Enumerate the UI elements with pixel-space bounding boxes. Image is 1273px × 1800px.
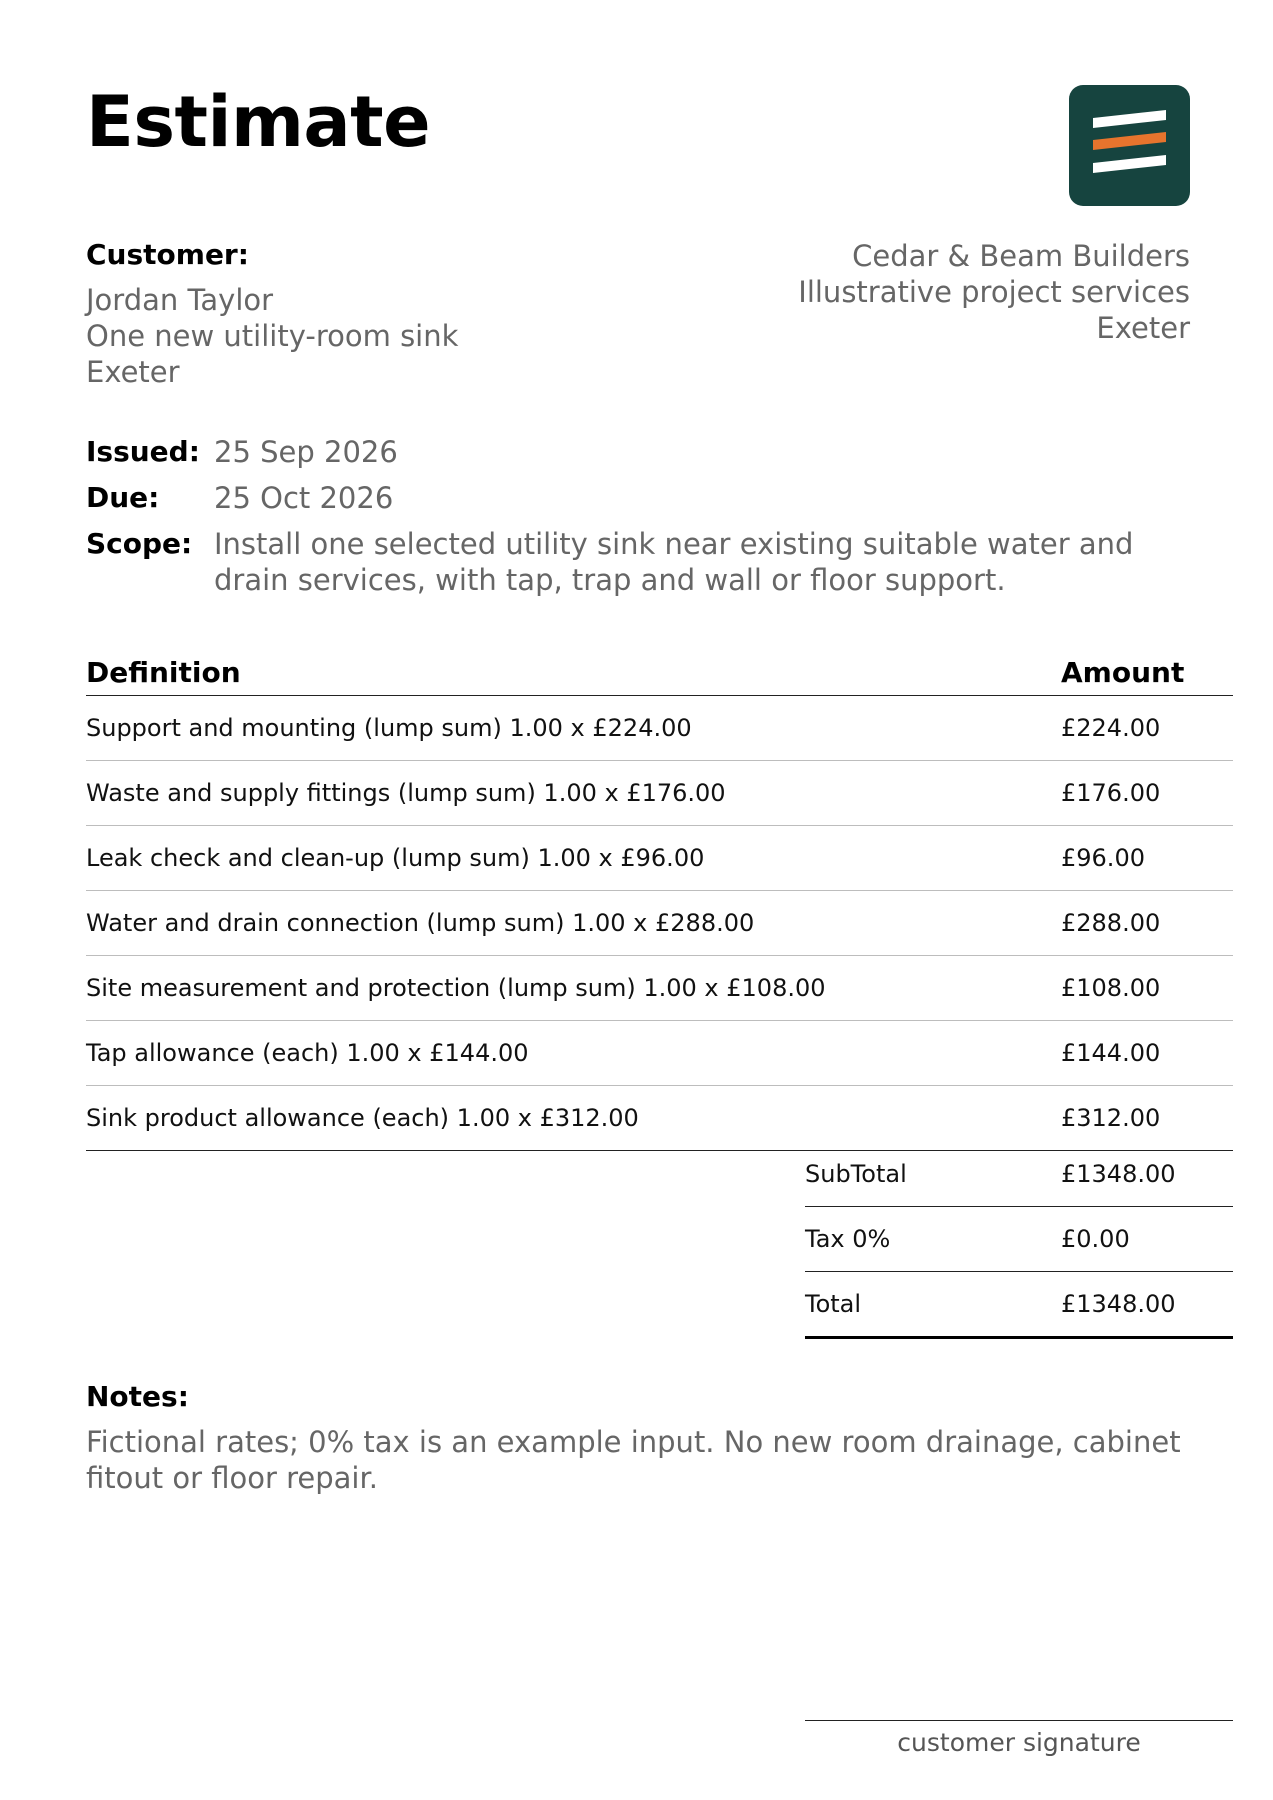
row-description: Site measurement and protection (lump sum) 1.00 x £108.00	[86, 974, 826, 1002]
customer-city: Exeter	[86, 355, 180, 389]
column-header-definition: Definition	[86, 656, 241, 689]
row-description: Leak check and clean-up (lump sum) 1.00 x £96.00	[86, 844, 705, 872]
row-amount: £224.00	[1061, 714, 1161, 742]
notes-text: Fictional rates; 0% tax is an example input. No new room drainage, cabinet fitout or floor repair.	[86, 1425, 1181, 1495]
company-tagline: Illustrative project services	[798, 275, 1190, 309]
totals-table	[805, 1142, 1233, 1339]
company-logo-icon	[1069, 85, 1190, 206]
due-date: 25 Oct 2026	[214, 481, 394, 515]
total-row	[805, 1272, 1233, 1339]
due-label: Due:	[86, 481, 160, 514]
customer-label: Customer:	[86, 238, 249, 271]
table-row	[86, 891, 1233, 956]
scope-row	[86, 526, 1196, 598]
estimate-meta	[86, 434, 1196, 608]
stacked-layers-icon	[1069, 85, 1190, 206]
table-row	[86, 826, 1233, 891]
row-amount: £96.00	[1061, 844, 1145, 872]
row-amount: £288.00	[1061, 909, 1161, 937]
total-label: Total	[805, 1290, 862, 1318]
tax-label: Tax 0%	[805, 1225, 891, 1253]
row-description: Sink product allowance (each) 1.00 x £312.00	[86, 1104, 639, 1132]
total-value: £1348.00	[1061, 1290, 1176, 1318]
row-description: Support and mounting (lump sum) 1.00 x £224.00	[86, 714, 692, 742]
tax-value: £0.00	[1061, 1225, 1130, 1253]
row-description: Tap allowance (each) 1.00 x £144.00	[86, 1039, 529, 1067]
scope-label: Scope:	[86, 527, 193, 560]
table-row	[86, 761, 1233, 826]
table-row	[86, 956, 1233, 1021]
page-title: Estimate	[86, 81, 431, 163]
issued-date: 25 Sep 2026	[214, 435, 398, 469]
subtotal-row	[805, 1142, 1233, 1207]
scope-text: Install one selected utility sink near existing suitable water and drain services, with tap, trap and wall or floor support.	[214, 527, 1134, 597]
row-amount: £144.00	[1061, 1039, 1161, 1067]
row-description: Waste and supply fittings (lump sum) 1.00 x £176.00	[86, 779, 726, 807]
subtotal-label: SubTotal	[805, 1160, 907, 1188]
table-row	[86, 1021, 1233, 1086]
tax-row	[805, 1207, 1233, 1272]
issued-label: Issued:	[86, 435, 200, 468]
signature-line	[805, 1720, 1233, 1721]
notes-label: Notes:	[86, 1380, 189, 1413]
subtotal-value: £1348.00	[1061, 1160, 1176, 1188]
column-header-amount: Amount	[1061, 656, 1185, 689]
company-name: Cedar & Beam Builders	[852, 239, 1190, 273]
issued-row	[86, 434, 1196, 470]
customer-name: Jordan Taylor	[86, 283, 274, 317]
company-city: Exeter	[1096, 311, 1190, 345]
table-row	[86, 696, 1233, 761]
row-amount: £108.00	[1061, 974, 1161, 1002]
row-amount: £176.00	[1061, 779, 1161, 807]
table-header	[86, 650, 1233, 696]
company-details	[798, 238, 1190, 346]
customer-details	[86, 282, 458, 390]
customer-project: One new utility-room sink	[86, 319, 459, 353]
signature-label: customer signature	[897, 1728, 1141, 1757]
due-row	[86, 480, 1196, 516]
line-items-table	[86, 650, 1233, 1151]
row-amount: £312.00	[1061, 1104, 1161, 1132]
row-description: Water and drain connection (lump sum) 1.00 x £288.00	[86, 909, 755, 937]
